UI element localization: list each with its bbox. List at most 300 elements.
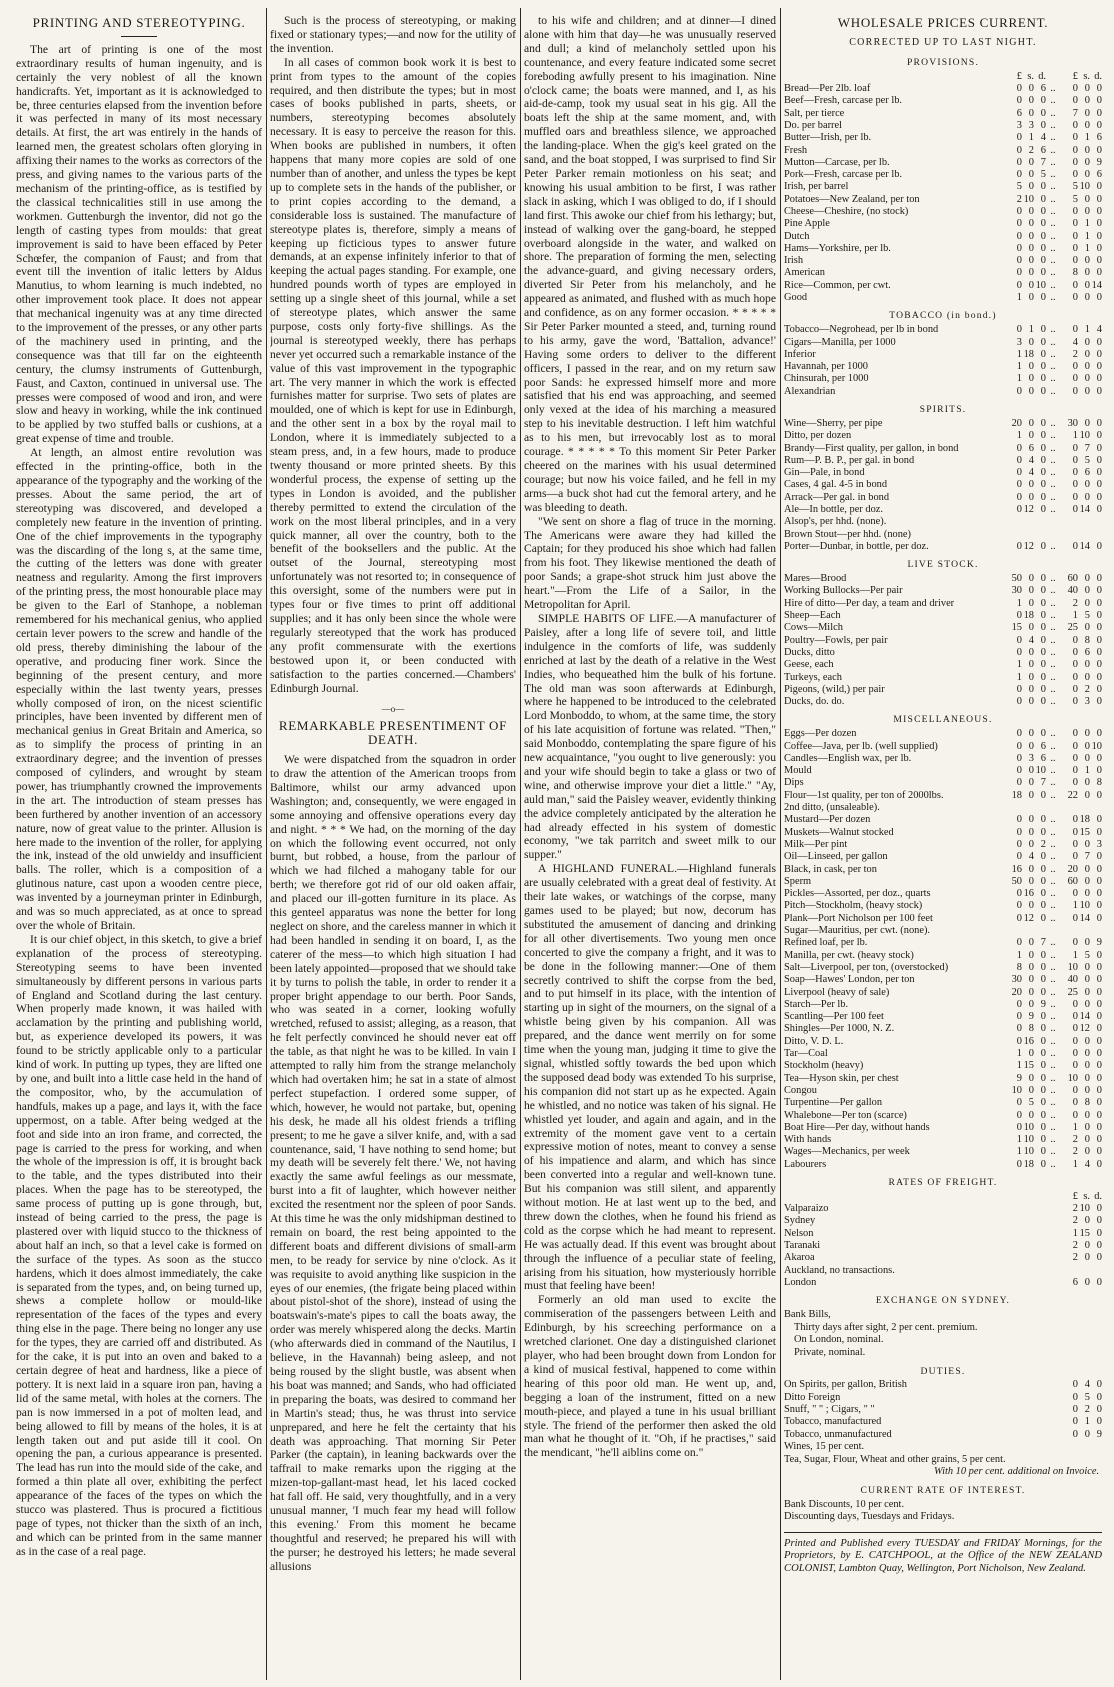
price-cell: 0 xyxy=(1096,218,1102,230)
price-cell: 0 xyxy=(1096,671,1102,683)
price-label: Dutch xyxy=(784,230,810,242)
price-cell: 0 xyxy=(1096,83,1102,95)
price-label: With hands xyxy=(784,1134,832,1146)
price-cell: 0 xyxy=(1040,826,1046,838)
price-cell: 9 xyxy=(1096,937,1102,949)
price-cell: 0 xyxy=(1016,156,1022,168)
price-cell: 1 xyxy=(1084,324,1090,336)
price-cell: 0 xyxy=(1016,752,1022,764)
price-cell: 10 xyxy=(1079,1203,1090,1215)
range-separator: .. xyxy=(1050,1072,1056,1084)
range-separator: .. xyxy=(1050,491,1056,503)
price-cell: 14 xyxy=(1079,912,1090,924)
price-cell: 0 xyxy=(1072,144,1078,156)
price-cell: 2 xyxy=(1028,144,1034,156)
range-separator: .. xyxy=(1050,267,1056,279)
price-cell: 6 xyxy=(1040,752,1046,764)
price-cell: 0 xyxy=(1072,1048,1078,1060)
price-label: Pigeons, (wild,) per pair xyxy=(784,683,885,695)
price-cell: 1 xyxy=(1016,373,1022,385)
section-heading: DUTIES. xyxy=(920,1365,966,1377)
price-cell: 0 xyxy=(1016,1109,1022,1121)
price-cell: 0 xyxy=(1072,659,1078,671)
section-heading: CURRENT RATE OF INTEREST. xyxy=(860,1484,1026,1496)
price-cell: 0 xyxy=(1096,1203,1102,1215)
price-row xyxy=(784,120,1102,132)
range-separator: .. xyxy=(1050,1048,1056,1060)
price-cell: 0 xyxy=(1096,1240,1102,1252)
price-cell: 0 xyxy=(1040,107,1046,119)
price-cell: 0 xyxy=(1028,1072,1034,1084)
price-label: London xyxy=(784,1276,817,1288)
price-cell: 0 xyxy=(1096,986,1102,998)
price-row xyxy=(784,950,1102,962)
price-cell: 0 xyxy=(1028,826,1034,838)
price-cell: 0 xyxy=(1028,255,1034,267)
range-separator: .. xyxy=(1050,826,1056,838)
price-label: Beef—Fresh, carcase per lb. xyxy=(784,95,902,107)
price-label: Gin—Pale, in bond xyxy=(784,467,865,479)
price-cell: 0 xyxy=(1084,336,1090,348)
price-cell: 4 xyxy=(1084,1379,1090,1391)
price-cell: 0 xyxy=(1016,610,1022,622)
price-cell: 0 xyxy=(1028,156,1034,168)
price-cell: 0 xyxy=(1084,1146,1090,1158)
price-cell: 0 xyxy=(1028,728,1034,740)
price-cell: 0 xyxy=(1072,752,1078,764)
price-cell: 6 xyxy=(1096,169,1102,181)
range-separator xyxy=(1046,516,1060,528)
price-row xyxy=(784,1416,1102,1428)
price-cell: 6 xyxy=(1040,83,1046,95)
price-cell: 0 xyxy=(1040,95,1046,107)
price-row xyxy=(784,888,1102,900)
price-row xyxy=(784,1023,1102,1035)
price-cell xyxy=(1034,802,1046,814)
price-cell: 0 xyxy=(1016,540,1022,552)
price-cell: 0 xyxy=(1040,646,1046,658)
price-cell: 0 xyxy=(1016,504,1022,516)
price-row xyxy=(784,1379,1102,1391)
range-separator: .. xyxy=(1050,255,1056,267)
price-label: Tobacco, manufactured xyxy=(784,1416,882,1428)
price-label: Cases, 4 gal. 4-5 in bond xyxy=(784,479,888,491)
price-cell: 0 xyxy=(1028,430,1034,442)
price-cell: 0 xyxy=(1072,998,1078,1010)
range-separator: .. xyxy=(1050,385,1056,397)
price-cell: 18 xyxy=(1023,610,1034,622)
price-cell: 2 xyxy=(1072,1252,1078,1264)
price-cell: 0 xyxy=(1028,585,1034,597)
price-cell: 0 xyxy=(1072,279,1078,291)
price-row xyxy=(784,777,1102,789)
price-cell: 0 xyxy=(1040,671,1046,683)
range-separator xyxy=(1046,802,1060,814)
price-row xyxy=(784,194,1102,206)
price-cell xyxy=(1022,529,1034,541)
price-row xyxy=(784,1429,1102,1441)
provisions-table xyxy=(784,83,1102,304)
price-cell: 1 xyxy=(1084,242,1090,254)
price-cell xyxy=(1090,529,1102,541)
paragraph: We were dispatched from the squadron in order to draw the attention of the American troops from Baltimore, whilst our army advanced upon Washington; and, consequently, we were engaged in some annoying and offensive operations every day and night. * * * We had, on the morning of the day on which the following event occurred, not only burnt, but robbed, a house, from the parlour of which we had filched a mahogany table for our berth; we therefore got rid of our old oaken affair, and placed our ill-gotten furniture in its place. As this genteel apparatus was none the better for long neglect on shore, and the careless manner in which it had been handled in sending it on board, I, as the caterer of the mess—to which high situation I had been lately appointed—proposed that we should take it by turns to polish the table, in order to render it a proper bright appendage to our berth. Poor Sands, who was seated in a corner, looking wofully wretched, refused to assist; alleging, as a reason, that he felt perfectly convinced he should never eat off the table, as that night he was to be killed. In vain I attempted to rally him from the strange melancholy which had overtaken him; he sat in a state of almost perfect stupefaction. I ordered some supper, of which, however, he would not partake, but, opening his desk, he made all his oldest friends a trifling present; to me he gave a silver knife, and, with a sad countenance, said, 'I have nothing to send home; but my death will be severely felt there.' We, not having exactly the same awful feelings as our messmate, burst into a fit of laughter, which however neither excited the resentment nor the spleen of poor Sands. At this time he was the only midshipman destined to remain on board, the rest being appointed to the different boats and different divisions of small-arm men, to be ready for service by nine o'clock. As it was requisite to avoid anything like suspicion in the eyes of our enemies, (the frigate being placed within about pistol-shot of the shore), instead of using the boatswain's-mate's pipes to call the boats away, the order was merely whispered along the decks. Martin (who afterwards died in command of the Nautilus, I believe, in the Havannah) being asleep, and not being roused by the slight bustle, was absent when his boat was manned; and Sands, who had officiated in preparing the boats, was desired to command her in Martin's stead; thus, he was thrust into service unprepared, and here he felt the certainty that his death was approaching. That morning Sir Peter Parker (the captain), in leaning backwards over the taffrail to make remarks upon the rigging at the mizen-top-gallant-mast head, let his laced cocked hat fall off. He said, very thoughtfully, and in a very unusual manner, 'I much fear my head will follow this evening.' From this moment he became thoughtful and reserved; he prepared his will with the purser; he destroyed his letters; he made several allusions xyxy=(270,753,516,1573)
range-separator: .. xyxy=(1050,540,1056,552)
price-cell: 0 xyxy=(1096,540,1102,552)
price-cell: 0 xyxy=(1096,752,1102,764)
price-row xyxy=(784,492,1102,504)
price-label: Black, in cask, per ton xyxy=(784,863,877,875)
paragraph: SIMPLE HABITS OF LIFE.—A manufacturer of Paisley, after a long life of severe toil, and little indulgence in the comforts of life, was suddenly enriched at last by the death of a relative in the West Indies, who bequeathed him the bulk of his fortune. The old man was soon afterwards at Edinburgh, where he happened to be introduced to the celebrated Lord Monboddo, to whom, at the same time, the story of his late acquisition of fortune was related. "Then," said Monboddo, contemplating the spare figure of his new acquaintance, "you ought to live generously: you and your wife should begin to take a glass or two of wine, and otherwise improve your diet a little." "Ay, auld man," said the Paisley weaver, evidently thinking the advice completely anticipated by the alteration he had already effected in his system of domestic economy, "we tak parritch and sweet milk to our supper." xyxy=(524,611,776,862)
price-cell: 0 xyxy=(1016,765,1022,777)
price-cell: 60 xyxy=(1067,875,1078,887)
price-cell: 6 xyxy=(1072,1276,1078,1288)
price-cell: 3 xyxy=(1084,696,1090,708)
range-separator: .. xyxy=(1050,205,1056,217)
price-cell: 0 xyxy=(1096,1416,1102,1428)
price-cell: 0 xyxy=(1028,417,1034,429)
price-cell: 0 xyxy=(1072,242,1078,254)
price-cell: 1 xyxy=(1016,597,1022,609)
paragraph: "We sent on shore a flag of truce in the morning. The Americans were aware they had killed the Captain; for they produced his shoe which had fallen from his foot. They likewise mentioned the death of poor Sands; a grape-shot struck him just above the heart."—From the Life of a Sailor, in the Metropolitan for April. xyxy=(524,514,776,612)
price-cell: 0 xyxy=(1084,83,1090,95)
story-title: REMARKABLE PRESENTIMENT OF DEATH. xyxy=(278,718,508,748)
price-cell: 0 xyxy=(1028,218,1034,230)
price-cell: 0 xyxy=(1084,1276,1090,1288)
price-row xyxy=(784,647,1102,659)
price-cell: 0 xyxy=(1040,634,1046,646)
price-cell: 0 xyxy=(1040,491,1046,503)
price-cell: 2 xyxy=(1072,597,1078,609)
price-cell: 0 xyxy=(1084,491,1090,503)
price-row xyxy=(784,827,1102,839)
price-row xyxy=(784,504,1102,516)
prices-title: WHOLESALE PRICES CURRENT. xyxy=(837,15,1049,30)
price-label: Tar—Coal xyxy=(784,1048,828,1060)
price-cell: 0 xyxy=(1040,1146,1046,1158)
price-cell: 0 xyxy=(1084,573,1090,585)
price-label: Turpentine—Per gallon xyxy=(784,1097,883,1109)
price-cell: 0 xyxy=(1028,961,1034,973)
price-row xyxy=(784,684,1102,696)
range-separator: .. xyxy=(1050,998,1056,1010)
price-cell: 0 xyxy=(1084,267,1090,279)
price-cell: 0 xyxy=(1072,1060,1078,1072)
price-cell: 0 xyxy=(1040,504,1046,516)
range-separator: .. xyxy=(1050,646,1056,658)
price-cell: 0 xyxy=(1084,585,1090,597)
price-cell: 7 xyxy=(1072,107,1078,119)
price-cell: 0 xyxy=(1072,696,1078,708)
price-label: Brown Stout—per hhd. (none) xyxy=(784,528,911,540)
price-cell: 0 xyxy=(1016,454,1022,466)
price-cell: 0 xyxy=(1096,417,1102,429)
price-label: Soap—Hawes' London, per ton xyxy=(784,974,915,986)
price-label: Cigars—Manilla, per 1000 xyxy=(784,336,896,348)
price-cell: 10 xyxy=(1079,430,1090,442)
price-cell: 0 xyxy=(1084,998,1090,1010)
price-cell: 0 xyxy=(1096,1146,1102,1158)
price-cell: 0 xyxy=(1028,83,1034,95)
price-cell: 16 xyxy=(1023,888,1034,900)
range-separator: .. xyxy=(1050,1121,1056,1133)
price-cell: 6 xyxy=(1016,107,1022,119)
price-cell: 0 xyxy=(1072,491,1078,503)
price-label: Shingles—Per 1000, N. Z. xyxy=(784,1023,895,1035)
price-cell: 18 xyxy=(1023,1158,1034,1170)
price-label: Candles—English wax, per lb. xyxy=(784,752,912,764)
price-row xyxy=(784,467,1102,479)
price-cell: 4 xyxy=(1084,1158,1090,1170)
header-cell: s. xyxy=(1027,70,1034,82)
price-label: Hams—Yorkshire, per lb. xyxy=(784,242,891,254)
price-cell: 0 xyxy=(1084,1252,1090,1264)
price-row xyxy=(784,324,1102,336)
price-cell: 0 xyxy=(1028,1109,1034,1121)
price-cell: 0 xyxy=(1084,361,1090,373)
range-separator: .. xyxy=(1050,974,1056,986)
range-separator: .. xyxy=(1050,900,1056,912)
price-cell: 0 xyxy=(1084,119,1090,131)
price-cell: 16 xyxy=(1011,863,1022,875)
price-cell: 0 xyxy=(1096,1158,1102,1170)
price-cell: 0 xyxy=(1040,900,1046,912)
price-cell: 0 xyxy=(1084,107,1090,119)
price-cell: 0 xyxy=(1040,1035,1046,1047)
price-cell: 9 xyxy=(1028,1011,1034,1023)
price-cell: 0 xyxy=(1040,119,1046,131)
price-cell: 0 xyxy=(1084,348,1090,360)
range-separator: .. xyxy=(1050,83,1056,95)
price-label: Hire of ditto—Per day, a team and driver xyxy=(784,597,955,609)
price-label: Irish xyxy=(784,255,804,267)
price-cell xyxy=(1022,516,1034,528)
paragraph: Such is the process of stereotyping, or making fixed or stationary types;—and now for the utility of the invention. xyxy=(270,14,516,55)
price-cell: 10 xyxy=(1023,1146,1034,1158)
price-cell: 0 xyxy=(1028,336,1034,348)
price-cell: 2 xyxy=(1072,1146,1078,1158)
price-label: Wages—Mechanics, per week xyxy=(784,1146,910,1158)
price-cell: 2 xyxy=(1072,1215,1078,1227)
price-cell: 0 xyxy=(1028,949,1034,961)
price-cell: 0 xyxy=(1072,169,1078,181)
price-cell: 25 xyxy=(1067,622,1078,634)
price-cell: 0 xyxy=(1084,740,1090,752)
price-cell: 0 xyxy=(1016,255,1022,267)
price-cell: 0 xyxy=(1084,752,1090,764)
price-cell: 6 xyxy=(1084,467,1090,479)
header-cell: £ xyxy=(1072,1190,1078,1202)
price-cell: 0 xyxy=(1072,442,1078,454)
price-label: Scantling—Per 100 feet xyxy=(784,1011,884,1023)
interest-line: Bank Discounts, 10 per cent. xyxy=(784,1498,905,1510)
price-cell: 14 xyxy=(1079,504,1090,516)
price-cell: 0 xyxy=(1072,740,1078,752)
range-separator: .. xyxy=(1050,937,1056,949)
price-cell: 5 xyxy=(1072,193,1078,205)
price-cell: 0 xyxy=(1040,1048,1046,1060)
price-label: Porter—Dunbar, in bottle, per doz. xyxy=(784,540,929,552)
price-cell: 8 xyxy=(1096,777,1102,789)
column-rule xyxy=(780,8,781,1680)
price-cell: 0 xyxy=(1040,851,1046,863)
price-cell: 0 xyxy=(1096,1109,1102,1121)
price-row xyxy=(784,443,1102,455)
price-cell: 0 xyxy=(1028,646,1034,658)
range-separator: .. xyxy=(1050,1023,1056,1035)
price-cell: 0 xyxy=(1096,1084,1102,1096)
price-cell: 10 xyxy=(1079,181,1090,193)
price-cell: 0 xyxy=(1072,230,1078,242)
price-cell: 0 xyxy=(1096,1072,1102,1084)
price-cell: 0 xyxy=(1072,156,1078,168)
price-row xyxy=(784,1122,1102,1134)
header-cell: £ xyxy=(1016,70,1022,82)
price-cell: 0 xyxy=(1016,132,1022,144)
price-cell: 0 xyxy=(1028,998,1034,1010)
price-row xyxy=(784,876,1102,888)
price-cell: 0 xyxy=(1096,361,1102,373)
range-separator: .. xyxy=(1050,454,1056,466)
price-cell: 0 xyxy=(1028,683,1034,695)
miscellaneous-table xyxy=(784,728,1102,1171)
price-cell: 0 xyxy=(1084,622,1090,634)
price-cell: 1 xyxy=(1028,132,1034,144)
price-row xyxy=(784,529,1102,541)
price-cell: 2 xyxy=(1072,348,1078,360)
price-cell: 0 xyxy=(1028,267,1034,279)
price-cell: 0 xyxy=(1072,728,1078,740)
price-cell: 10 xyxy=(1023,1134,1034,1146)
price-cell: 0 xyxy=(1096,998,1102,1010)
price-cell: 1 xyxy=(1016,671,1022,683)
range-separator: .. xyxy=(1050,279,1056,291)
price-cell: 0 xyxy=(1028,671,1034,683)
price-label: Chinsurah, per 1000 xyxy=(784,373,869,385)
range-separator: .. xyxy=(1050,696,1056,708)
price-cell: 0 xyxy=(1096,119,1102,131)
price-cell: 20 xyxy=(1011,417,1022,429)
price-cell: 0 xyxy=(1016,1023,1022,1035)
price-cell: 0 xyxy=(1084,838,1090,850)
price-cell: 0 xyxy=(1040,373,1046,385)
price-cell: 0 xyxy=(1096,646,1102,658)
duties-line: Tea, Sugar, Flour, Wheat and other grains, 5 per cent. xyxy=(784,1453,1006,1465)
price-cell: 30 xyxy=(1067,417,1078,429)
price-cell: 2 xyxy=(1084,683,1090,695)
price-cell xyxy=(1078,1265,1090,1277)
price-cell xyxy=(1060,925,1078,937)
price-row xyxy=(784,1048,1102,1060)
price-label: Ale—In bottle, per doz. xyxy=(784,504,883,516)
range-separator: .. xyxy=(1050,144,1056,156)
range-separator: .. xyxy=(1050,740,1056,752)
price-cell: 0 xyxy=(1072,454,1078,466)
range-separator: .. xyxy=(1050,169,1056,181)
tobacco-table xyxy=(784,324,1102,398)
price-label: Salt—Liverpool, per ton, (overstocked) xyxy=(784,961,949,973)
price-label: Refined loaf, per lb. xyxy=(784,937,868,949)
price-cell: 5 xyxy=(1084,1391,1090,1403)
price-cell: 0 xyxy=(1096,659,1102,671)
price-cell: 0 xyxy=(1084,279,1090,291)
price-cell: 1 xyxy=(1016,1048,1022,1060)
price-label: Liverpool (heavy of sale) xyxy=(784,986,890,998)
price-cell: 0 xyxy=(1072,119,1078,131)
price-cell: 0 xyxy=(1016,634,1022,646)
price-row xyxy=(784,292,1102,304)
price-label: Ditto, V. D. L. xyxy=(784,1035,844,1047)
price-cell: 0 xyxy=(1040,430,1046,442)
price-label: Pickles—Assorted, per doz., quarts xyxy=(784,888,931,900)
paragraph: Formerly an old man used to excite the commiseration of the passengers between Leith and Edinburgh, by his screeching performance on a wretched clarionet. One day a distinguished clarionet player, who had been brought down from London for a kind of musical festival, happened to come within hearing of this poor old man. He went up, and, begging a loan of the instrument, fitted on a new mouth-piece, and played a tune in his usual brilliant style. The friend of the performer then asked the old man what he thought of it. "Oh, if he practises," said the mendicant, "he'll aiblins come on." xyxy=(524,1293,776,1460)
price-row xyxy=(784,337,1102,349)
duties-table xyxy=(784,1379,1102,1440)
price-cell: 0 xyxy=(1084,193,1090,205)
price-cell: 0 xyxy=(1040,888,1046,900)
price-cell: 0 xyxy=(1028,169,1034,181)
price-cell: 0 xyxy=(1016,888,1022,900)
price-cell: 0 xyxy=(1040,863,1046,875)
price-row xyxy=(784,999,1102,1011)
price-cell: 10 xyxy=(1035,765,1046,777)
price-label: Alexandrian xyxy=(784,385,836,397)
price-cell: 0 xyxy=(1096,181,1102,193)
price-cell: 0 xyxy=(1084,373,1090,385)
freight-table xyxy=(784,1203,1102,1289)
price-cell: 0 xyxy=(1096,336,1102,348)
price-cell: 0 xyxy=(1096,728,1102,740)
price-cell: 0 xyxy=(1040,814,1046,826)
section-heading: EXCHANGE ON SYDNEY. xyxy=(875,1295,1011,1307)
price-label: Valparaizo xyxy=(784,1203,829,1215)
price-cell: 0 xyxy=(1072,683,1078,695)
price-cell: 0 xyxy=(1084,863,1090,875)
price-label: Akaroa xyxy=(784,1252,815,1264)
price-cell: 14 xyxy=(1079,540,1090,552)
price-cell: 1 xyxy=(1016,659,1022,671)
price-label: Milk—Per pint xyxy=(784,838,848,850)
price-cell: 0 xyxy=(1028,622,1034,634)
price-cell: 0 xyxy=(1096,1276,1102,1288)
price-cell: 0 xyxy=(1016,479,1022,491)
price-cell: 5 xyxy=(1084,610,1090,622)
price-cell: 0 xyxy=(1072,765,1078,777)
price-cell: 1 xyxy=(1016,361,1022,373)
price-cell: 5 xyxy=(1016,181,1022,193)
price-cell: 0 xyxy=(1028,863,1034,875)
price-cell: 0 xyxy=(1084,875,1090,887)
price-cell: 3 xyxy=(1028,119,1034,131)
price-label: Auckland, no transactions. xyxy=(784,1264,895,1276)
price-cell: 0 xyxy=(1072,1404,1078,1416)
price-cell: 0 xyxy=(1084,974,1090,986)
range-separator: .. xyxy=(1050,430,1056,442)
price-cell: 1 xyxy=(1084,132,1090,144)
price-cell: 0 xyxy=(1096,573,1102,585)
price-cell: 30 xyxy=(1011,585,1022,597)
price-label: Muskets—Walnut stocked xyxy=(784,826,894,838)
price-row xyxy=(784,1215,1102,1227)
duties-line: Wines, 15 per cent. xyxy=(784,1440,865,1452)
price-cell: 0 xyxy=(1016,83,1022,95)
price-cell: 0 xyxy=(1028,230,1034,242)
price-cell: 1 xyxy=(1016,292,1022,304)
paragraph: At length, an almost entire revolution was effected in the printing-office, both in the appearance of the typography and the working of the presses. About the same period, the art of stereotyping was discovered, and developed a completely new feature in the invention of printing. One of the chief improvements in the typography was the discarding of the long s, at the same time, the cutting of the letters was done with greater neatness and regularity. Among the first improvers of the printing press, the most honourable place may be given to the Earl of Stanhope, a nobleman remembered for his mechanical genius, who applied certain lever powers to the screw and handle of the old press, thereby diminishing the labour of the operative, and producing finer work. Since the beginning of the present century, and more especially within the last twenty years, presses wholly composed of iron, on the nicest scientific principles, have been invented by different men of mechanical genius in Great Britain and America, so as to simplify the process of printing in an extraordinary degree; and the invention of presses composed of cylinders, and wrought by steam power, has triumphantly crowned the improvements in the art. The introduction of steam presses has been furthered by another invention of an accessory nature, now of great value to the printer. Allusion is here made to the invention of the roller, for applying the ink, instead of the old unwieldy and insufficient balls. The roller, which is a composition of a glutinous nature, cast upon a wooden centre piece, was invented by a journeyman printer in Edinburgh, and was so much appreciated, as at once to spread over the whole of Britain. xyxy=(16,446,262,932)
price-cell: 0 xyxy=(1096,610,1102,622)
price-row xyxy=(784,1146,1102,1158)
price-cell: 1 xyxy=(1072,949,1078,961)
price-cell: 0 xyxy=(1028,242,1034,254)
